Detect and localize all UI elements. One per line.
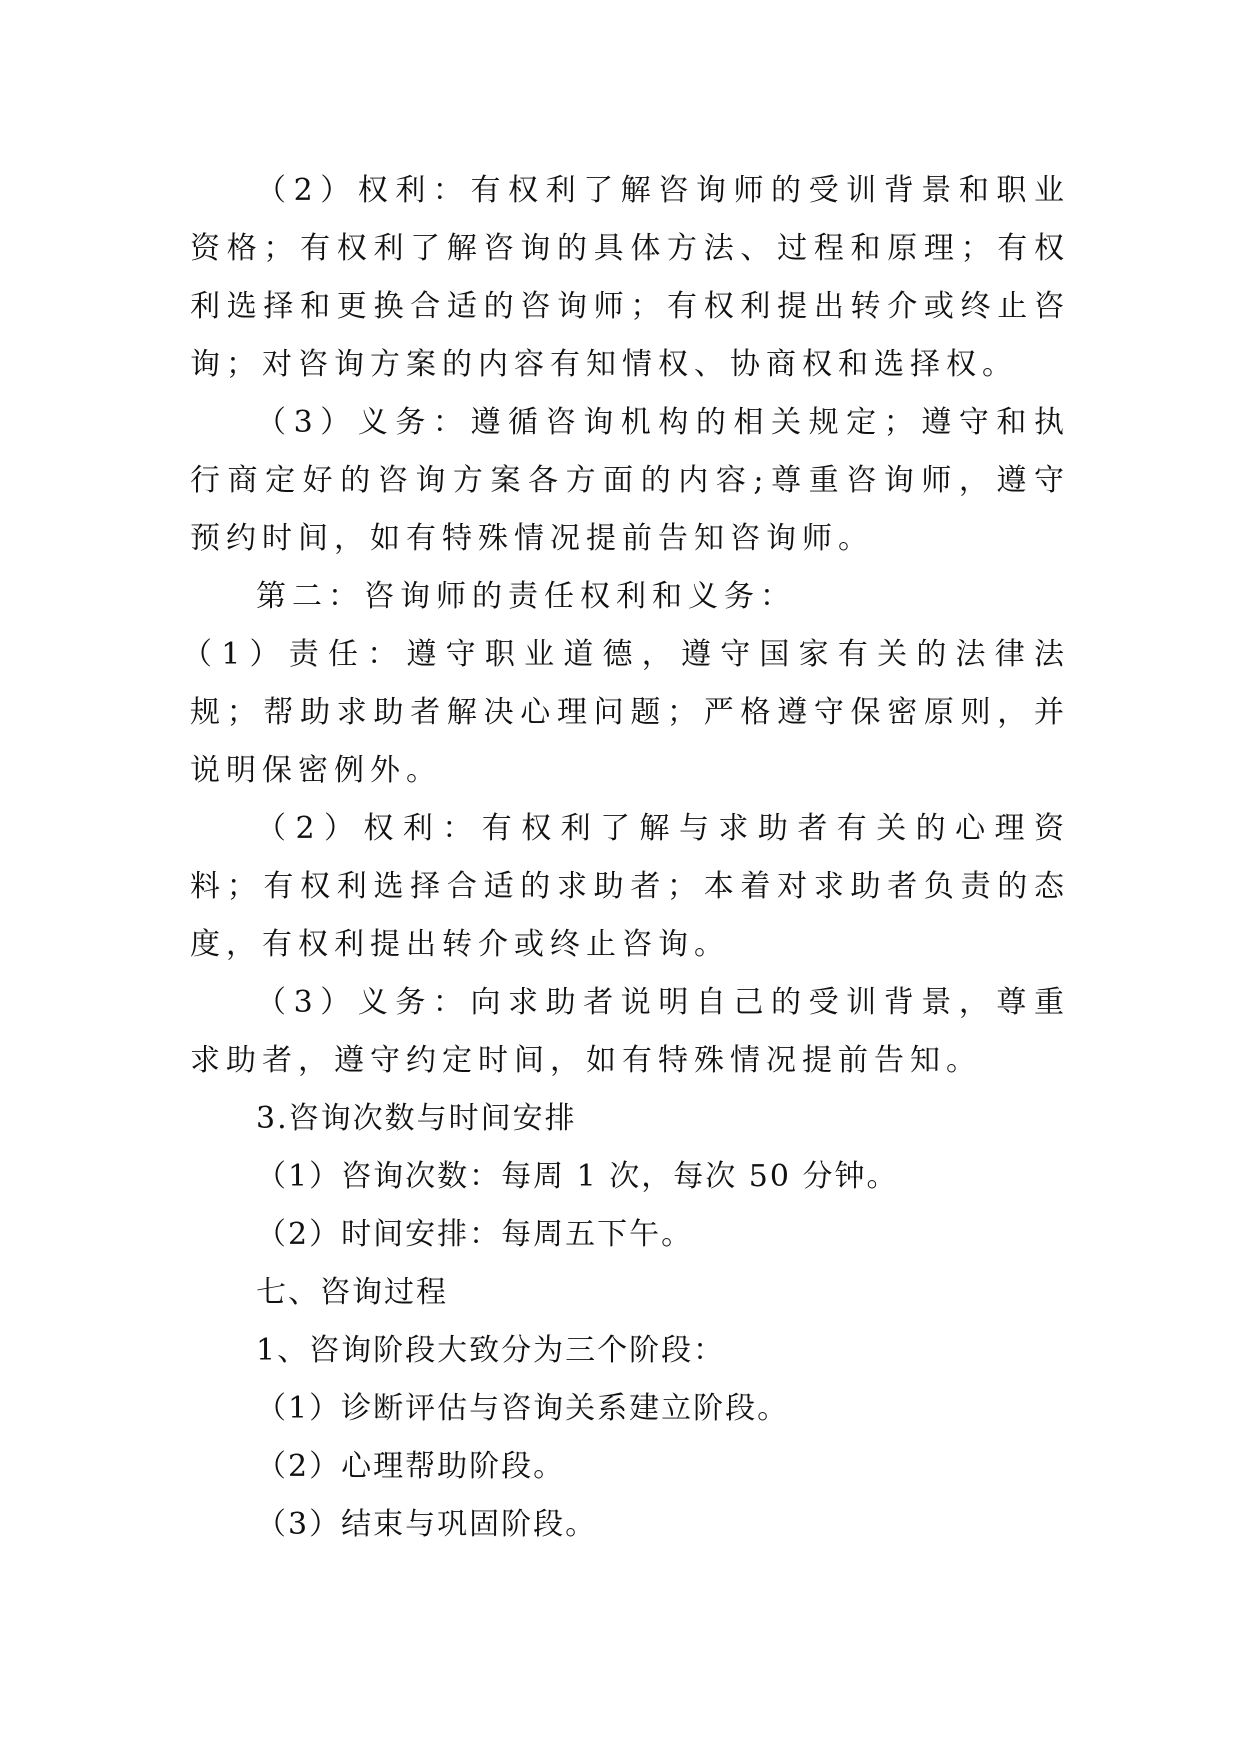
- heading-counselor-responsibilities: 第二：咨询师的责任权利和义务：: [256, 579, 796, 614]
- paragraph-session-frequency: （1）咨询次数：每周 1 次，每次 50 分钟。: [256, 1159, 899, 1194]
- paragraph-counselor-duties: （3）义务：向求助者说明自己的受训背景，尊重求助者，遵守约定时间，如有特殊情况提前告知。: [190, 985, 1070, 1078]
- paragraph-process-stages: 1、咨询阶段大致分为三个阶段：: [256, 1333, 726, 1368]
- list-item-stage-2: （2）心理帮助阶段。: [256, 1449, 566, 1484]
- heading-counseling-process: 七、咨询过程: [256, 1275, 448, 1310]
- paragraph-session-time: （2）时间安排：每周五下午。: [256, 1217, 694, 1252]
- list-item-stage-3: （3）结束与巩固阶段。: [256, 1507, 598, 1542]
- paragraph-counselor-rights: （2）权利：有权利了解与求助者有关的心理资料；有权利选择合适的求助者；本着对求助者负责的态度，有权利提出转介或终止咨询。: [190, 811, 1070, 962]
- paragraph-client-duties: （3）义务：遵循咨询机构的相关规定；遵守和执行商定好的咨询方案各方面的内容;尊重咨询师，遵守预约时间，如有特殊情况提前告知咨询师。: [190, 405, 1070, 556]
- document-body: [182, 162, 1070, 1554]
- paragraph-counselor-responsibility: （1）责任：遵守职业道德，遵守国家有关的法律法规；帮助求助者解决心理问题；严格遵守保密原则，并说明保密例外。: [182, 637, 1070, 788]
- heading-session-schedule: 3.咨询次数与时间安排: [256, 1101, 577, 1136]
- list-item-stage-1: （1）诊断评估与咨询关系建立阶段。: [256, 1391, 790, 1426]
- paragraph-client-rights: （2）权利：有权利了解咨询师的受训背景和职业资格；有权利了解咨询的具体方法、过程和原理；有权利选择和更换合适的咨询师；有权利提出转介或终止咨询；对咨询方案的内容有知情权、协商权和选择权。: [190, 173, 1070, 382]
